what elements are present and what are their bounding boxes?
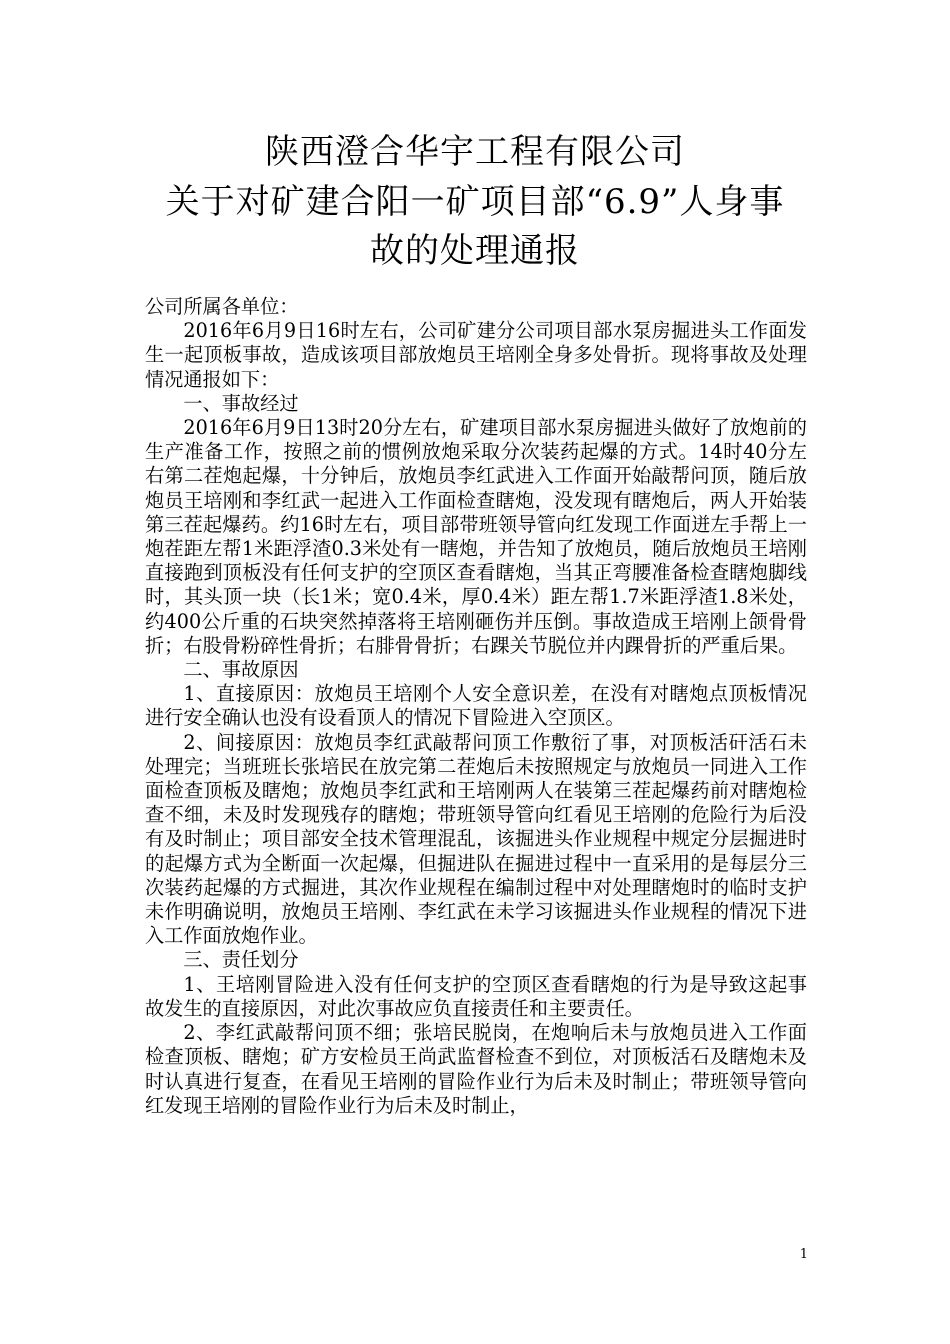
salutation: 公司所属各单位： [145,295,299,318]
section-heading-responsibility: 三、责任划分 [183,948,299,972]
responsibility-paragraph-2: 2、李红武敲帮问顶不细；张培民脱岗，在炮响后未与放炮员进入工作面检查顶板、瞎炮；矿方安检员王尚武监督检查不到位，对顶板活石及瞎炮未及时认真进行复查，在看见王培刚的冒险作业行为后未及时制止；带班领导管向红发现王培刚的冒险作业行为后未及时制止， [145,1021,807,1117]
section-heading-accident-process: 一、事故经过 [183,391,299,415]
section-heading-accident-cause: 二、事故原因 [183,658,299,682]
accident-process-paragraph: 2016年6月9日13时20分左右，矿建项目部水泵房掘进头做好了放炮前的生产准备工作，按照之前的惯例放炮采取分次装药起爆的方式。14时40分左右第二茬炮起爆，十分钟后，放炮员李红武进入工作面开始敲帮问顶，随后放炮员王培刚和李红武一起进入工作面检查瞎炮，没发现有瞎炮后，两人开始装第三茬起爆药。约16时左右，项目部带班领导管向红发现工作面迸左手帮上一炮茬距左帮1米距浮渣0.3米处有一瞎炮，并告知了放炮员，随后放炮员王培刚直接跑到顶板没有任何支护的空顶区查看瞎炮，当其正弯腰准备检查瞎炮脚线时，其头顶一块（长1米；宽0.4米，厚0.4米）距左帮1.7米距浮渣1.8米处，约400公斤重的石块突然掉落将王培刚砸伤并压倒。事故造成王培刚上颌骨骨折；右股骨粉碎性骨折；右腓骨骨折；右踝关节脱位并内踝骨折的严重后果。 [145,416,807,657]
intro-paragraph: 2016年6月9日16时左右，公司矿建分公司项目部水泵房掘进头工作面发生一起顶板事故，造成该项目部放炮员王培刚全身多处骨折。现将事故及处理情况通报如下： [145,319,807,391]
page-number: 1 [799,1247,808,1262]
document-title-line-1: 陕西澄合华宇工程有限公司 [265,132,685,172]
document-body [145,295,807,1118]
indirect-cause-paragraph: 2、间接原因：放炮员李红武敲帮问顶工作敷衍了事，对顶板活矸活石未处理完；当班班长张培民在放完第二茬炮后未按照规定与放炮员一同进入工作面检查顶板及瞎炮；放炮员李红武和王培刚两人在装第三茬起爆药前对瞎炮检查不细，未及时发现残存的瞎炮；带班领导管向红看见王培刚的危险行为后没有及时制止；项目部安全技术管理混乱，该掘进头作业规程中规定分层掘进时的起爆方式为全断面一次起爆，但掘进队在掘进过程中一直采用的是每层分三次装药起爆的方式掘进，其次作业规程在编制过程中对处理瞎炮时的临时支护未作明确说明，放炮员王培刚、李红武在未学习该掘进头作业规程的情况下进入工作面放炮作业。 [145,730,807,948]
document-title-line-2: 关于对矿建合阳一矿项目部“6.9”人身事 [165,182,785,222]
document-title-line-3: 故的处理通报 [370,231,580,271]
responsibility-paragraph-1: 1、王培刚冒险进入没有任何支护的空顶区查看瞎炮的行为是导致这起事故发生的直接原因，对此次事故应负直接责任和主要责任。 [145,972,807,1020]
direct-cause-paragraph: 1、直接原因：放炮员王培刚个人安全意识差，在没有对瞎炮点顶板情况进行安全确认也没有设看顶人的情况下冒险进入空顶区。 [145,682,807,730]
